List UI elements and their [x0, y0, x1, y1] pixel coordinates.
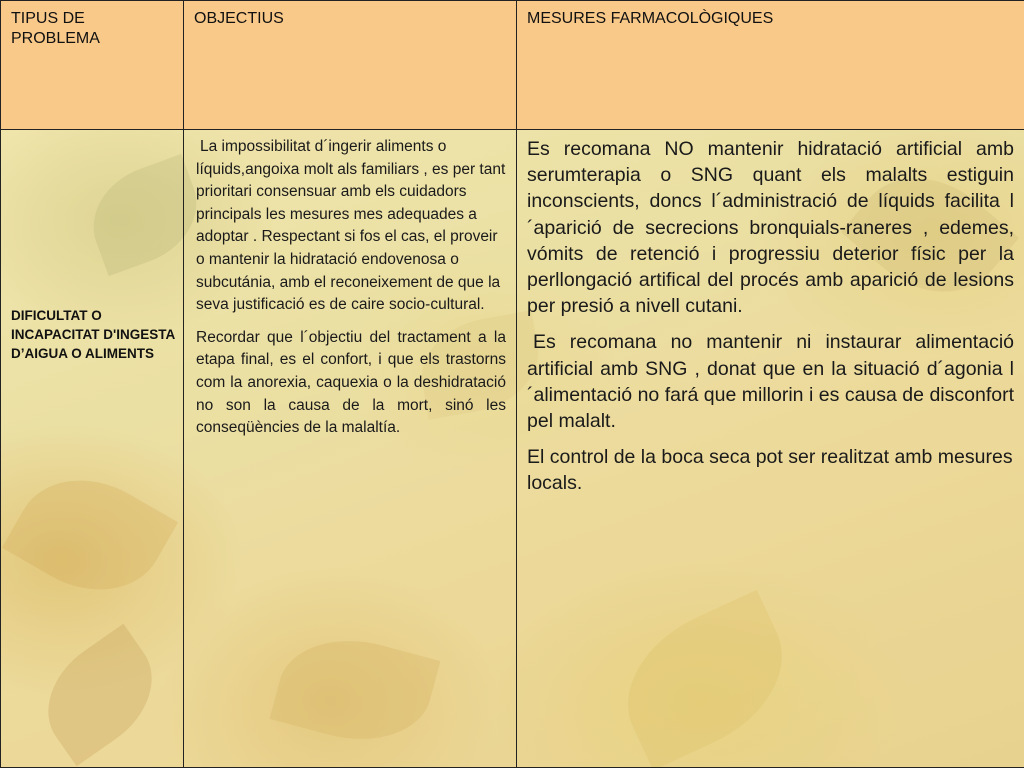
table-header-row: [1, 1, 1024, 130]
table-row: [1, 130, 1024, 768]
header-objectives: OBJECTIUS: [194, 10, 284, 27]
measures-cell: [517, 130, 1024, 768]
measures-paragraph-2: Es recomana no mantenir ni instaurar alimentació artificial amb SNG , donat que en la situació d´agonia l´alimentació no fará que millorin i es causa de disconfort pel malalt.: [527, 331, 1014, 433]
measures-paragraph-1: Es recomana NO mantenir hidratació artificial amb serumterapia o SNG quant els malalts estiguin inconscients, doncs l´administració de líquids facilita l´aparició de secrecions bronquials-raneres , edemes, vómits de retenció i progressiu deterior físic per la perllongació artifical del procés amb aparició de lesions per presió a nivell cutani.: [527, 138, 1014, 318]
problem-label: DIFICULTAT O INCAPACITAT D'INGESTA D’AIGUA O ALIMENTS: [11, 308, 175, 361]
header-problem-type: TIPUS DE PROBLEMA: [11, 10, 100, 47]
measures-content: [517, 130, 1024, 497]
header-cell-problem-type: [1, 1, 184, 130]
header-cell-objectives: [184, 1, 517, 130]
objectives-cell: [184, 130, 517, 768]
problem-cell: [1, 130, 184, 768]
objectives-paragraph-1: La impossibilitat d´ingerir aliments o líquids,angoixa molt als familiars , es per tant prioritari consensuar amb els cuidadors principals les mesures mes adequades a adoptar . Respectant si fos el cas, el proveir o mantenir la hidratació endovenosa o subcutánia, amb el reconeixement de que la seva justificació es de caire socio-cultural.: [196, 138, 506, 314]
header-cell-measures: [517, 1, 1024, 130]
objectives-paragraph-2: Recordar que l´objectiu del tractament a la etapa final, es el confort, i que els trastorns com la anorexia, caquexia o la deshidratació no son la causa de la mort, sinó les conseqüències de la malaltía.: [196, 328, 506, 437]
objectives-content: [184, 130, 516, 440]
header-pharmacological-measures: MESURES FARMACOLÒGIQUES: [527, 10, 774, 27]
measures-paragraph-3: El control de la boca seca pot ser realitzat amb mesures locals.: [527, 446, 1013, 495]
